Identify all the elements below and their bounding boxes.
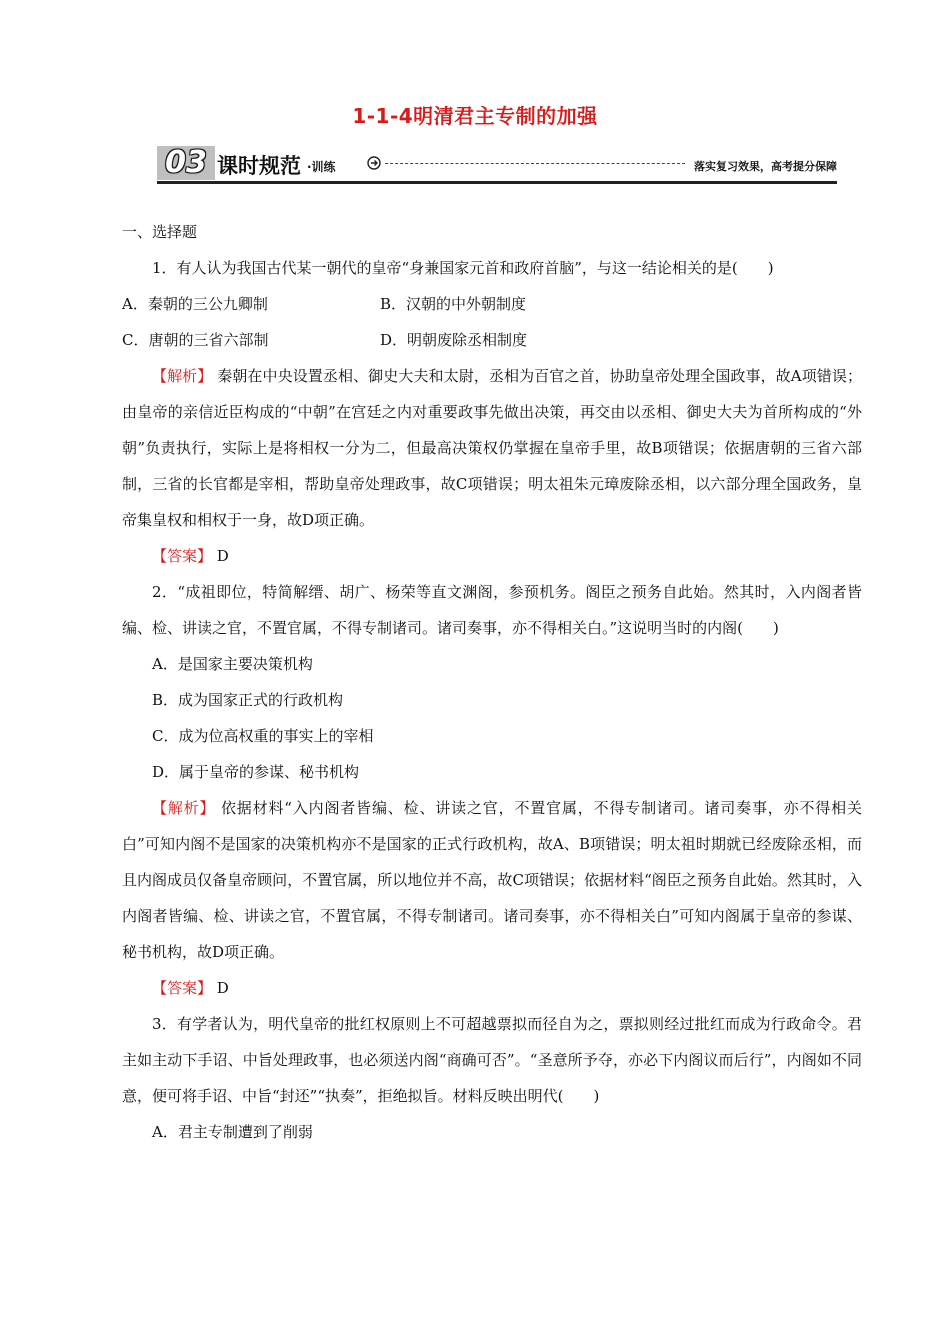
banner-label: 课时规范 (217, 154, 301, 178)
question-2-answer (122, 970, 862, 1006)
option-a: A．秦朝的三公九卿制 (122, 295, 268, 313)
analysis-tag: 【解析】 (152, 367, 213, 385)
banner-slogan: 落实复习效果，高考提分保障 (694, 160, 837, 173)
arrow-circle-icon (367, 156, 381, 170)
option-c: C．唐朝的三省六部制 (122, 331, 269, 349)
banner-rule (157, 181, 837, 184)
document-body (122, 214, 862, 1150)
answer-text: D (216, 979, 229, 997)
option-d: D．属于皇帝的参谋、秘书机构 (152, 763, 360, 781)
option-a: A．君主专制遭到了削弱 (152, 1123, 313, 1141)
question-1-options-ab (122, 286, 862, 322)
answer-text: D (216, 547, 229, 565)
analysis-tag: 【解析】 (152, 799, 216, 817)
option-a: A．是国家主要决策机构 (152, 655, 313, 673)
question-3-stem: 3．有学者认为，明代皇帝的批红权原则上不可超越票拟而径自为之，票拟则经过批红而成为行政命令。君主如主动下手诏、中旨处理政事，也必须送内阁“商确可否”。“圣意所予夺，亦必下内阁议而后行”，内阁如不同意，便可将手诏、中旨“封还”“执奏”，拒绝拟旨。材料反映出明代( ) (122, 1015, 862, 1105)
analysis-text: 依据材料“入内阁者皆编、检、讲读之官，不置官属，不得专制诸司。诸司奏事，亦不得相关白”可知内阁不是国家的决策机构亦不是国家的正式行政机构，故A、B项错误；明太祖时期就已经废除丞相，而且内阁成员仅备皇帝顾问，不置官属，所以地位并不高，故C项错误；依据材料“阁臣之预务自此始。然其时，入内阁者皆编、检、讲读之官，不置官属，不得专制诸司。诸司奏事，亦不得相关白”可知内阁属于皇帝的参谋、秘书机构，故D项正确。 (122, 799, 862, 961)
banner-dash-line (385, 163, 685, 164)
answer-tag: 【答案】 (152, 547, 213, 565)
answer-tag: 【答案】 (152, 979, 213, 997)
section-heading: 一、选择题 (122, 223, 198, 241)
question-1-options-cd (122, 322, 862, 358)
option-b: B．汉朝的中外朝制度 (380, 295, 527, 313)
question-1-analysis (122, 358, 862, 538)
question-2-stem: 2．“成祖即位，特简解缙、胡广、杨荣等直文渊阁，参预机务。阁臣之预务自此始。然其时，入内阁者皆编、检、讲读之官，不置官属，不得专制诸司。诸司奏事，亦不得相关白。”这说明当时的内阁( ) (122, 583, 862, 637)
question-2-analysis (122, 790, 862, 970)
section-banner (157, 146, 837, 184)
question-1-stem: 1．有人认为我国古代某一朝代的皇帝“身兼国家元首和政府首脑”，与这一结论相关的是( ) (152, 259, 774, 277)
page-title: 1-1-4明清君主专制的加强 (352, 104, 598, 128)
analysis-text: 秦朝在中央设置丞相、御史大夫和太尉，丞相为百官之首，协助皇帝处理全国政事，故A项错误；由皇帝的亲信近臣构成的“中朝”在宫廷之内对重要政事先做出决策，再交由以丞相、御史大夫为首所构成的“外朝”负责执行，实际上是将相权一分为二，但最高决策权仍掌握在皇帝手里，故B项错误；依据唐朝的三省六部制，三省的长官都是宰相，帮助皇帝处理政事，故C项错误；明太祖朱元璋废除丞相，以六部分理全国政务，皇帝集皇权和相权于一身，故D项正确。 (122, 367, 862, 529)
option-b: B．成为国家正式的行政机构 (152, 691, 344, 709)
banner-sub: ·训练 (307, 160, 336, 174)
banner-number: 03 (157, 146, 215, 180)
option-d: D．明朝废除丞相制度 (380, 331, 528, 349)
question-1-answer (122, 538, 862, 574)
option-c: C．成为位高权重的事实上的宰相 (152, 727, 374, 745)
